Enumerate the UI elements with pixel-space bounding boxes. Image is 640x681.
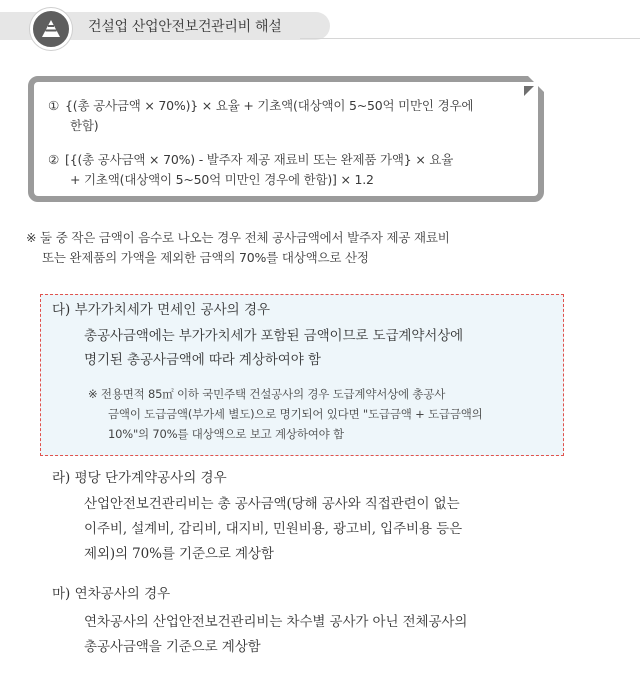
section-da-line1: 총공사금액에는 부가가치세가 포함된 금액이므로 도급계약서상에: [84, 328, 464, 344]
section-ra-line1: 산업안전보건관리비는 총 공사금액(당해 공사와 직접관련이 없는: [84, 496, 460, 512]
formula-2-line1: [{(총 공사금액 × 70%) - 발주자 제공 재료비 또는 완제품 가액} × 요율: [65, 152, 454, 167]
formula-1-line2: 한함): [70, 118, 99, 133]
section-da-note-line3: 10%"의 70%를 대상액으로 보고 계상하여야 함: [108, 427, 344, 441]
note: [26, 228, 586, 268]
formula-2: [48, 150, 453, 190]
corner-fold-shadow: [524, 86, 534, 96]
section-da-line2: 명기된 총공사금액에 따라 계상하여야 함: [84, 352, 321, 368]
formula-box: [28, 76, 544, 202]
section-da-title: 다) 부가가치세가 면세인 공사의 경우: [52, 302, 271, 318]
pyramid-icon: [30, 8, 72, 50]
note-line1: ※ 둘 중 작은 금액이 음수로 나오는 경우 전체 공사금액에서 발주자 제공 재료비: [26, 230, 450, 245]
section-da-note-line1: ※ 전용면적 85㎡ 이하 국민주택 건설공사의 경우 도급계약서상에 총공사: [88, 387, 446, 401]
section-ra-title: 라) 평당 단가계약공사의 경우: [52, 470, 227, 486]
formula-1-number: ①: [48, 98, 60, 113]
formula-2-number: ②: [48, 152, 60, 167]
note-line2: 또는 완제품의 가액을 제외한 금액의 70%를 대상액으로 산정: [42, 250, 369, 265]
section-ma-line2: 총공사금액을 기준으로 계상함: [84, 639, 261, 655]
section-ma-line1: 연차공사의 산업안전보건관리비는 차수별 공사가 아닌 전체공사의: [84, 614, 468, 630]
section-da-note-line2: 금액이 도급금액(부가세 별도)으로 명기되어 있다면 "도급금액 + 도급금액의: [108, 407, 483, 421]
section-da-note: [88, 384, 483, 444]
section-ra-body: [84, 492, 462, 567]
section-da-body: [84, 324, 463, 372]
section-ra-line2: 이주비, 설계비, 감리비, 대지비, 민원비용, 광고비, 입주비용 등은: [84, 521, 463, 537]
section-ra-line3: 제외)의 70%를 기준으로 계상함: [84, 546, 274, 562]
section-ma-body: [84, 610, 467, 660]
section-ma-title: 마) 연차공사의 경우: [52, 586, 171, 602]
formula-1: [48, 96, 473, 136]
header-divider: [300, 38, 640, 39]
formula-1-line1: {(총 공사금액 × 70%)} × 요율 + 기초액(대상액이 5~50억 미만인 경우에: [65, 98, 474, 113]
page-title: 건설업 산업안전보건관리비 해설: [88, 19, 282, 35]
formula-2-line2: + 기초액(대상액이 5~50억 미만인 경우에 한함)] × 1.2: [70, 172, 374, 187]
